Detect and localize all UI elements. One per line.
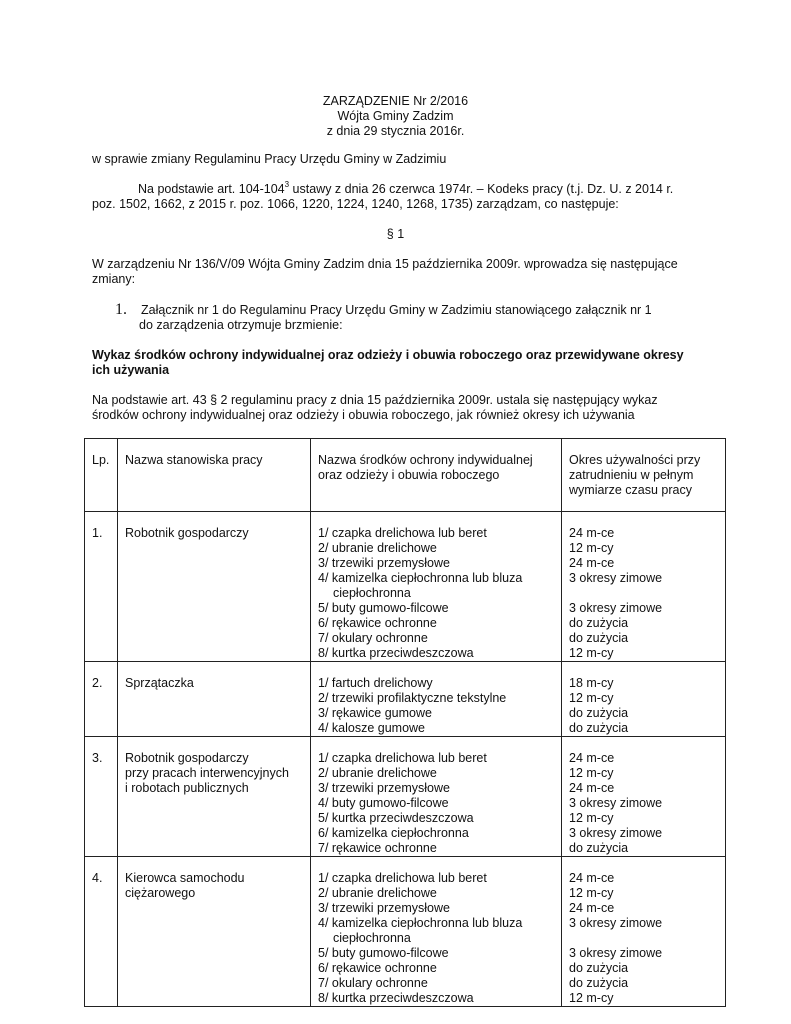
document-title: ZARZĄDZENIE Nr 2/2016 bbox=[322, 94, 469, 108]
usage-period: do zużycia bbox=[569, 976, 629, 990]
legal-basis-pre: Na podstawie art. 104-104 bbox=[138, 182, 285, 196]
intro-text bbox=[92, 257, 718, 287]
header-period-line2: zatrudnieniu w pełnym bbox=[569, 468, 694, 482]
table-row bbox=[85, 737, 726, 857]
document-date: z dnia 29 stycznia 2016r. bbox=[326, 124, 465, 138]
equipment-table bbox=[84, 438, 726, 1007]
equipment-item: 6/ kamizelka ciepłochronna bbox=[318, 826, 469, 840]
equipment-item: 5/ buty gumowo-filcowe bbox=[318, 601, 449, 615]
equipment-item: 2/ trzewiki profilaktyczne tekstylne bbox=[318, 691, 507, 705]
position-name-line: ciężarowego bbox=[125, 886, 196, 900]
equipment-item: 3/ trzewiki przemysłowe bbox=[318, 901, 450, 915]
period-cell bbox=[562, 737, 726, 857]
usage-period: do zużycia bbox=[569, 616, 629, 630]
equipment-item: 6/ rękawice ochronne bbox=[318, 961, 437, 975]
items-cell bbox=[311, 737, 562, 857]
table-header-row bbox=[85, 439, 726, 512]
row-number: 4. bbox=[92, 871, 103, 885]
position-name-line: przy pracach interwencyjnych bbox=[125, 766, 289, 780]
usage-period: do zużycia bbox=[569, 706, 629, 720]
equipment-item: 3/ trzewiki przemysłowe bbox=[318, 556, 450, 570]
equipment-item: 4/ kamizelka ciepłochronna lub bluza bbox=[318, 916, 523, 930]
header-period-line1: Okres używalności przy bbox=[569, 453, 701, 467]
items-cell bbox=[311, 512, 562, 662]
header-position: Nazwa stanowiska pracy bbox=[125, 453, 263, 467]
position-cell bbox=[118, 857, 311, 1007]
usage-period: 12 m-cy bbox=[569, 541, 614, 555]
header-items-line1: Nazwa środków ochrony indywidualnej bbox=[318, 453, 533, 467]
intro-line1: W zarządzeniu Nr 136/V/09 Wójta Gminy Zadzim dnia 15 października 2009r. wprowadza się następujące bbox=[92, 257, 678, 271]
intro-line2: zmiany: bbox=[92, 272, 136, 286]
usage-period: 3 okresy zimowe bbox=[569, 946, 663, 960]
equipment-item: 5/ kurtka przeciwdeszczowa bbox=[318, 811, 474, 825]
equipment-item: 4/ kalosze gumowe bbox=[318, 721, 426, 735]
header-period-line3: wymiarze czasu pracy bbox=[569, 483, 692, 497]
position-name-line: Robotnik gospodarczy bbox=[125, 526, 249, 540]
section-heading-line2: ich używania bbox=[92, 363, 170, 377]
usage-period: 3 okresy zimowe bbox=[569, 916, 663, 930]
header-items-cell bbox=[311, 439, 562, 512]
equipment-item: 2/ ubranie drelichowe bbox=[318, 541, 437, 555]
usage-period: 12 m-cy bbox=[569, 886, 614, 900]
equipment-item: ciepłochronna bbox=[333, 931, 411, 945]
usage-period: 3 okresy zimowe bbox=[569, 796, 663, 810]
usage-period: 24 m-ce bbox=[569, 751, 615, 765]
equipment-item: 4/ buty gumowo-filcowe bbox=[318, 796, 449, 810]
legal-basis-superscript: 3 bbox=[284, 179, 290, 189]
equipment-item: 6/ rękawice ochronne bbox=[318, 616, 437, 630]
position-cell bbox=[118, 512, 311, 662]
document-header bbox=[0, 94, 791, 139]
change-item-1 bbox=[115, 302, 715, 333]
change-item-line1: Załącznik nr 1 do Regulaminu Pracy Urzędu Gminy w Zadzimiu stanowiącego załącznik nr 1 bbox=[141, 303, 652, 317]
change-item-number: 1. bbox=[115, 301, 127, 318]
row-number: 2. bbox=[92, 676, 103, 690]
table-row bbox=[85, 512, 726, 662]
position-name-line: Kierowca samochodu bbox=[125, 871, 245, 885]
equipment-item: 3/ rękawice gumowe bbox=[318, 706, 432, 720]
equipment-item: 7/ okulary ochronne bbox=[318, 631, 428, 645]
usage-period: 12 m-cy bbox=[569, 691, 614, 705]
usage-period: 12 m-cy bbox=[569, 991, 614, 1005]
usage-period: 24 m-ce bbox=[569, 901, 615, 915]
lp-cell bbox=[85, 857, 118, 1007]
equipment-item: 5/ buty gumowo-filcowe bbox=[318, 946, 449, 960]
period-cell bbox=[562, 662, 726, 737]
header-items-line2: oraz odzieży i obuwia roboczego bbox=[318, 468, 500, 482]
lp-cell bbox=[85, 737, 118, 857]
equipment-item: 1/ fartuch drelichowy bbox=[318, 676, 433, 690]
header-lp: Lp. bbox=[92, 453, 110, 467]
period-cell bbox=[562, 857, 726, 1007]
change-item-line2: do zarządzenia otrzymuje brzmienie: bbox=[139, 318, 343, 332]
usage-period: do zużycia bbox=[569, 631, 629, 645]
position-cell bbox=[118, 662, 311, 737]
subject-line: w sprawie zmiany Regulaminu Pracy Urzędu Gminy w Zadzimiu bbox=[92, 152, 447, 166]
equipment-item: 1/ czapka drelichowa lub beret bbox=[318, 751, 487, 765]
usage-period: 24 m-ce bbox=[569, 556, 615, 570]
usage-period: do zużycia bbox=[569, 721, 629, 735]
header-lp-cell bbox=[85, 439, 118, 512]
equipment-item: 3/ trzewiki przemysłowe bbox=[318, 781, 450, 795]
equipment-item: ciepłochronna bbox=[333, 586, 411, 600]
usage-period: do zużycia bbox=[569, 841, 629, 855]
lead-line1: Na podstawie art. 43 § 2 regulaminu pracy z dnia 15 października 2009r. ustala się następujący wykaz bbox=[92, 393, 658, 407]
header-position-cell bbox=[118, 439, 311, 512]
usage-period: 24 m-ce bbox=[569, 781, 615, 795]
usage-period: 3 okresy zimowe bbox=[569, 826, 663, 840]
table-body bbox=[85, 512, 726, 1007]
position-name-line: Robotnik gospodarczy bbox=[125, 751, 249, 765]
equipment-item: 2/ ubranie drelichowe bbox=[318, 766, 437, 780]
position-name-line: Sprzątaczka bbox=[125, 676, 194, 690]
items-cell bbox=[311, 857, 562, 1007]
legal-basis-line1: ustawy z dnia 26 czerwca 1974r. – Kodeks pracy (t.j. Dz. U. z 2014 r. bbox=[289, 182, 674, 196]
legal-basis bbox=[92, 179, 718, 212]
row-number: 1. bbox=[92, 526, 103, 540]
equipment-item: 8/ kurtka przeciwdeszczowa bbox=[318, 646, 474, 660]
usage-period bbox=[569, 931, 719, 946]
usage-period: 24 m-ce bbox=[569, 526, 615, 540]
equipment-item: 8/ kurtka przeciwdeszczowa bbox=[318, 991, 474, 1005]
lp-cell bbox=[85, 662, 118, 737]
usage-period: 18 m-cy bbox=[569, 676, 614, 690]
usage-period: 12 m-cy bbox=[569, 646, 614, 660]
table-row bbox=[85, 857, 726, 1007]
position-cell bbox=[118, 737, 311, 857]
equipment-item: 1/ czapka drelichowa lub beret bbox=[318, 871, 487, 885]
equipment-item: 4/ kamizelka ciepłochronna lub bluza bbox=[318, 571, 523, 585]
lead-line2: środków ochrony indywidualnej oraz odzieży i obuwia roboczego, jak również okresy ich używania bbox=[92, 408, 635, 422]
paragraph-mark: § 1 bbox=[386, 227, 405, 241]
section-heading-line1: Wykaz środków ochrony indywidualnej oraz odzieży i obuwia roboczego oraz przewidywane okresy bbox=[92, 348, 684, 362]
usage-period: 12 m-cy bbox=[569, 811, 614, 825]
usage-period: 3 okresy zimowe bbox=[569, 601, 663, 615]
usage-period: 3 okresy zimowe bbox=[569, 571, 663, 585]
usage-period: 24 m-ce bbox=[569, 871, 615, 885]
equipment-item: 7/ okulary ochronne bbox=[318, 976, 428, 990]
usage-period: 12 m-cy bbox=[569, 766, 614, 780]
document-authority: Wójta Gminy Zadzim bbox=[337, 109, 454, 123]
lp-cell bbox=[85, 512, 118, 662]
equipment-item: 7/ rękawice ochronne bbox=[318, 841, 437, 855]
equipment-item: 2/ ubranie drelichowe bbox=[318, 886, 437, 900]
items-cell bbox=[311, 662, 562, 737]
period-cell bbox=[562, 512, 726, 662]
section-heading bbox=[92, 348, 718, 378]
equipment-item: 1/ czapka drelichowa lub beret bbox=[318, 526, 487, 540]
header-period-cell bbox=[562, 439, 726, 512]
row-number: 3. bbox=[92, 751, 103, 765]
lead-text bbox=[92, 393, 718, 423]
table-row bbox=[85, 662, 726, 737]
usage-period: do zużycia bbox=[569, 961, 629, 975]
position-name-line: i robotach publicznych bbox=[125, 781, 249, 795]
usage-period bbox=[569, 586, 719, 601]
legal-basis-line2: poz. 1502, 1662, z 2015 r. poz. 1066, 1220, 1224, 1240, 1268, 1735) zarządzam, co następuje: bbox=[92, 197, 619, 211]
